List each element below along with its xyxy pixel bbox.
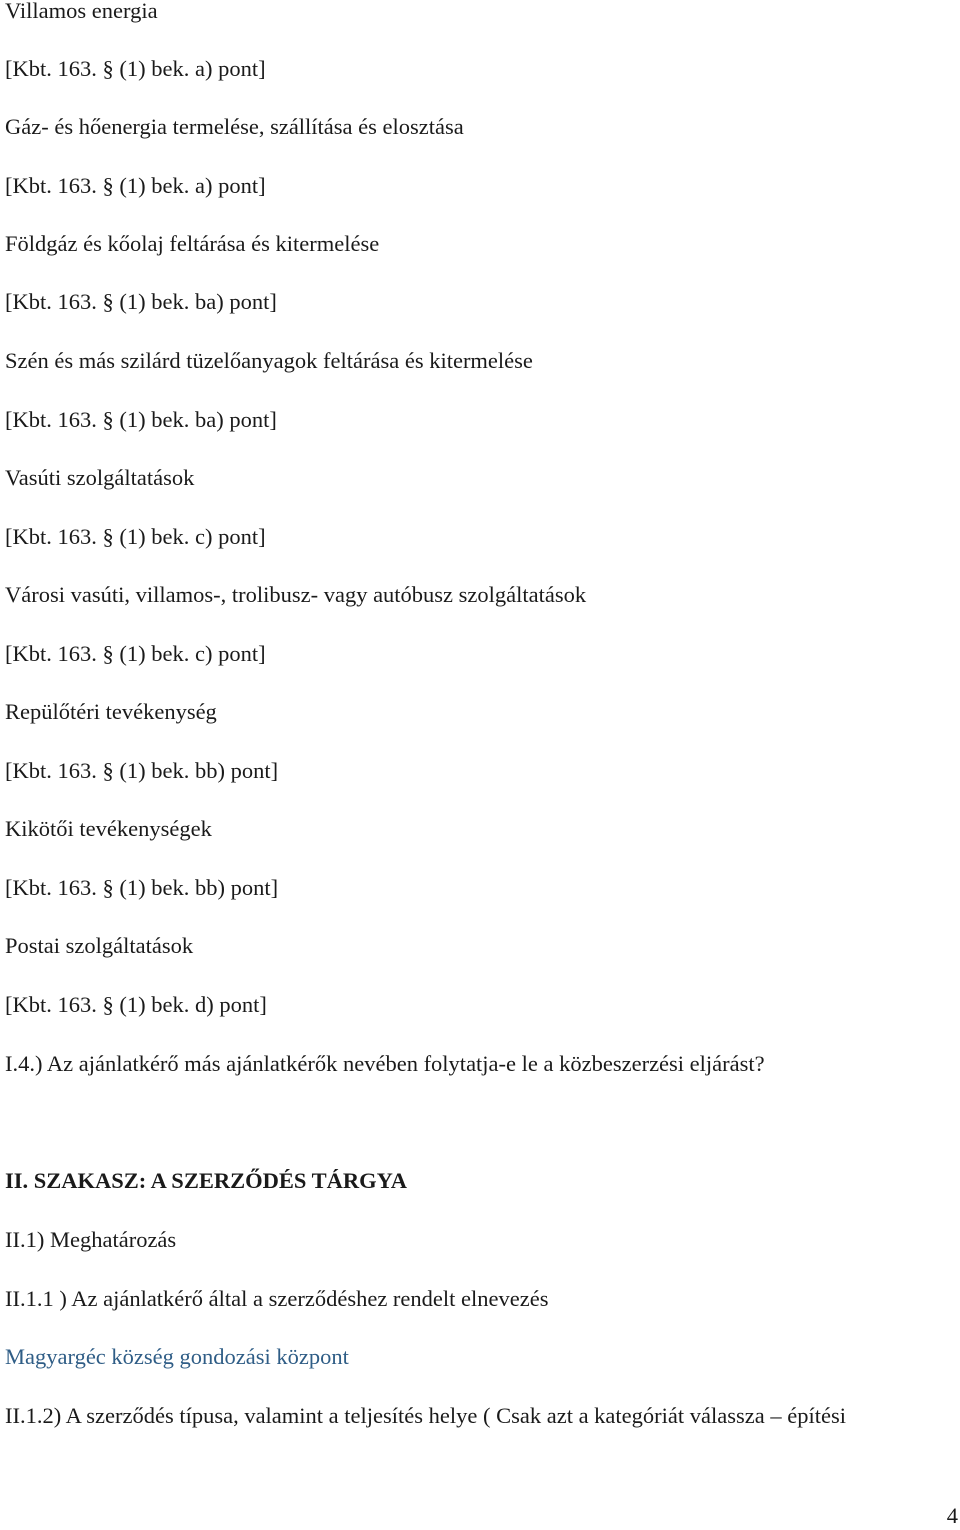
sector-reference: [Kbt. 163. § (1) bek. bb) pont]: [5, 875, 279, 900]
sector-reference: [Kbt. 163. § (1) bek. a) pont]: [5, 56, 266, 81]
sector-reference: [Kbt. 163. § (1) bek. ba) pont]: [5, 407, 277, 432]
sector-name: Gáz- és hőenergia termelése, szállítása és elosztása: [5, 114, 464, 139]
sector-name: Vasúti szolgáltatások: [5, 465, 195, 490]
section-ii-heading: II. SZAKASZ: A SZERZŐDÉS TÁRGYA: [5, 1168, 408, 1193]
sector-name: Villamos energia: [5, 0, 158, 23]
sector-reference: [Kbt. 163. § (1) bek. a) pont]: [5, 173, 266, 198]
sector-reference: [Kbt. 163. § (1) bek. c) pont]: [5, 524, 266, 549]
subsection-ii11-label: II.1.1 ) Az ajánlatkérő által a szerződéshez rendelt elnevezés: [5, 1286, 549, 1311]
sector-name: Kikötői tevékenységek: [5, 816, 212, 841]
sector-reference: [Kbt. 163. § (1) bek. c) pont]: [5, 641, 266, 666]
sector-reference: [Kbt. 163. § (1) bek. d) pont]: [5, 992, 267, 1017]
sector-name: Földgáz és kőolaj feltárása és kitermelése: [5, 231, 380, 256]
sector-name: Repülőtéri tevékenység: [5, 699, 217, 724]
sector-reference: [Kbt. 163. § (1) bek. ba) pont]: [5, 289, 277, 314]
subsection-ii12-label: II.1.2) A szerződés típusa, valamint a teljesítés helye ( Csak azt a kategóriát válassza – építési: [5, 1403, 846, 1428]
sector-name: Postai szolgáltatások: [5, 933, 194, 958]
contract-name-value: Magyargéc község gondozási központ: [5, 1344, 349, 1369]
sector-reference: [Kbt. 163. § (1) bek. bb) pont]: [5, 758, 279, 783]
page-number: 4: [946, 1502, 958, 1528]
sector-name: Szén és más szilárd tüzelőanyagok feltárása és kitermelése: [5, 348, 533, 373]
question-i4: I.4.) Az ajánlatkérő más ajánlatkérők nevében folytatja-e le a közbeszerzési eljárást?: [5, 1051, 765, 1076]
sector-name: Városi vasúti, villamos-, trolibusz- vagy autóbusz szolgáltatások: [5, 582, 587, 607]
subsection-ii1: II.1) Meghatározás: [5, 1227, 177, 1252]
